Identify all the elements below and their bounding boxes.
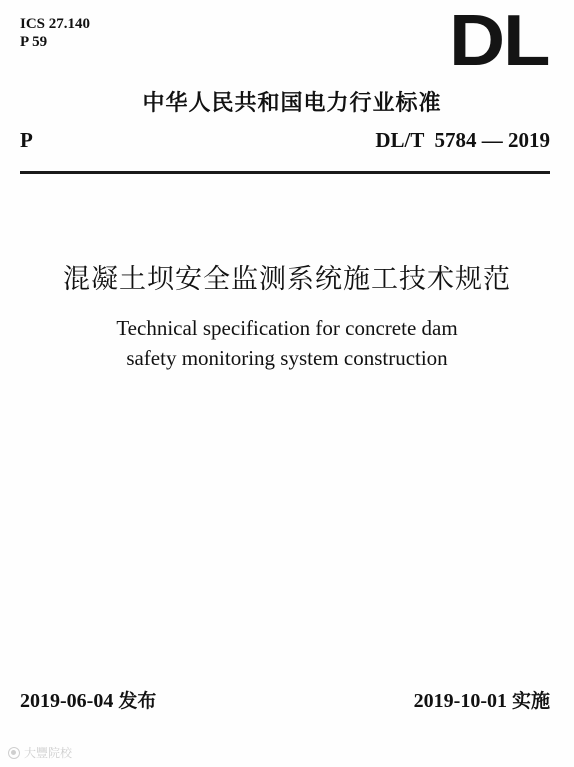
issue-date: 2019-06-04: [20, 690, 114, 712]
effective-date-block: [414, 686, 550, 713]
issue-date-block: [20, 686, 156, 713]
header-divider: [20, 171, 550, 174]
effective-date: 2019-10-01: [413, 690, 507, 712]
watermark-icon: [8, 747, 20, 759]
issue-label: 发布: [118, 690, 157, 712]
ics-block: [20, 15, 90, 51]
watermark-text: 大豐院校: [24, 746, 73, 760]
watermark: [8, 744, 72, 761]
category-letter: P: [20, 128, 33, 152]
title-english-line1: Technical specification for concrete dam: [116, 316, 458, 340]
title-english-line2: safety monitoring system construction: [126, 346, 448, 370]
standard-number: DL/T 5784 — 2019: [375, 128, 550, 152]
effective-label: 实施: [511, 690, 550, 712]
classification-code: P 59: [20, 34, 48, 50]
title-english: [0, 313, 574, 373]
organization-title: 中华人民共和国电力行业标准: [142, 91, 442, 116]
dl-logo: DL: [449, 1, 549, 81]
title-chinese: 混凝土坝安全监测系统施工技术规范: [63, 264, 511, 295]
ics-code: ICS 27.140: [20, 16, 91, 32]
